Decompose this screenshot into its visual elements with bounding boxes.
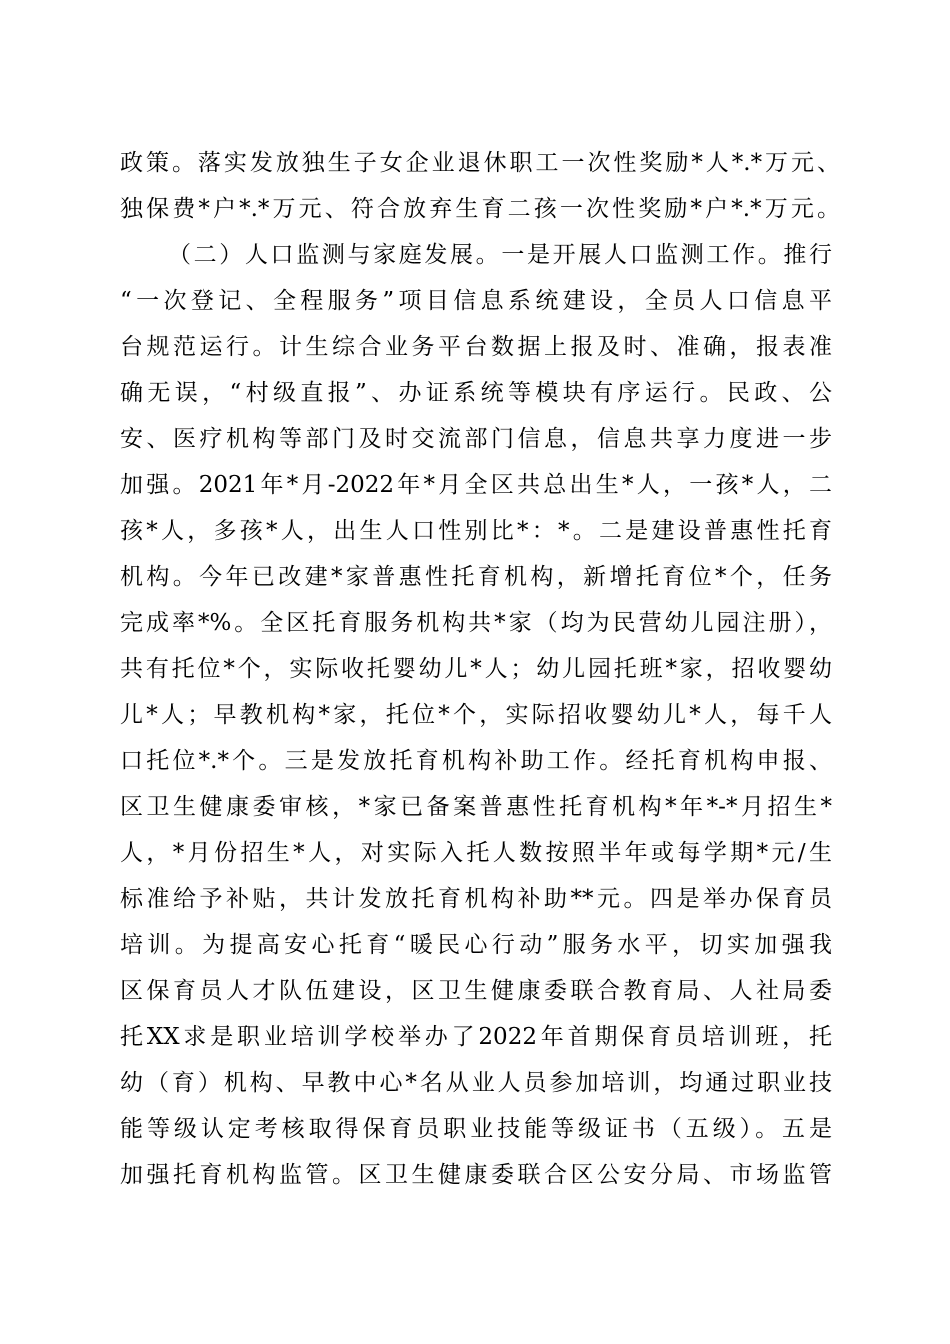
text-line: 标准给予补贴，共计发放托育机构补助**元。四是举办保育员 <box>120 886 832 912</box>
text-line: 加强托育机构监管。区卫生健康委联合区公安分局、市场监管 <box>120 1162 832 1188</box>
text-line: 台规范运行。计生综合业务平台数据上报及时、准确，报表准 <box>120 334 832 360</box>
text-line: 孩*人，多孩*人，出生人口性别比*：*。二是建设普惠性托育 <box>120 518 832 544</box>
text-line: 机构。今年已改建*家普惠性托育机构，新增托育位*个，任务 <box>120 564 832 590</box>
text-line: 区卫生健康委审核，*家已备案普惠性托育机构*年*-*月招生* <box>120 794 832 820</box>
text-line: 完成率*%。全区托育服务机构共*家（均为民营幼儿园注册）， <box>120 610 832 636</box>
text-line: 确无误，“村级直报”、办证系统等模块有序运行。民政、公 <box>120 380 832 406</box>
text-line: “一次登记、全程服务”项目信息系统建设，全员人口信息平 <box>120 288 832 314</box>
text-line: 儿*人；早教机构*家，托位*个，实际招收婴幼儿*人，每千人 <box>120 702 832 728</box>
section-heading-line: （二）人口监测与家庭发展。一是开展人口监测工作。推行 <box>168 242 832 268</box>
text-line: 人，*月份招生*人，对实际入托人数按照半年或每学期*元/生 <box>120 840 832 866</box>
text-line: 区保育员人才队伍建设，区卫生健康委联合教育局、人社局委 <box>120 978 832 1004</box>
text-line: 托XX求是职业培训学校举办了2022年首期保育员培训班，托 <box>120 1024 832 1050</box>
text-line: 安、医疗机构等部门及时交流部门信息，信息共享力度进一步 <box>120 426 832 452</box>
text-line: 独保费*户*.*万元、符合放弃生育二孩一次性奖励*户*.*万元。 <box>120 196 840 222</box>
text-line: 幼（育）机构、早教中心*名从业人员参加培训，均通过职业技 <box>120 1070 832 1096</box>
text-line: 能等级认定考核取得保育员职业技能等级证书（五级）。五是 <box>120 1116 832 1142</box>
text-line: 口托位*.*个。三是发放托育机构补助工作。经托育机构申报、 <box>120 748 832 774</box>
text-line: 培训。为提高安心托育“暖民心行动”服务水平，切实加强我 <box>120 932 832 958</box>
text-line: 加强。2021年*月-2022年*月全区共总出生*人，一孩*人，二 <box>120 472 832 498</box>
text-line: 共有托位*个，实际收托婴幼儿*人；幼儿园托班*家，招收婴幼 <box>120 656 832 682</box>
text-line: 政策。落实发放独生子女企业退休职工一次性奖励*人*.*万元、 <box>120 150 840 176</box>
